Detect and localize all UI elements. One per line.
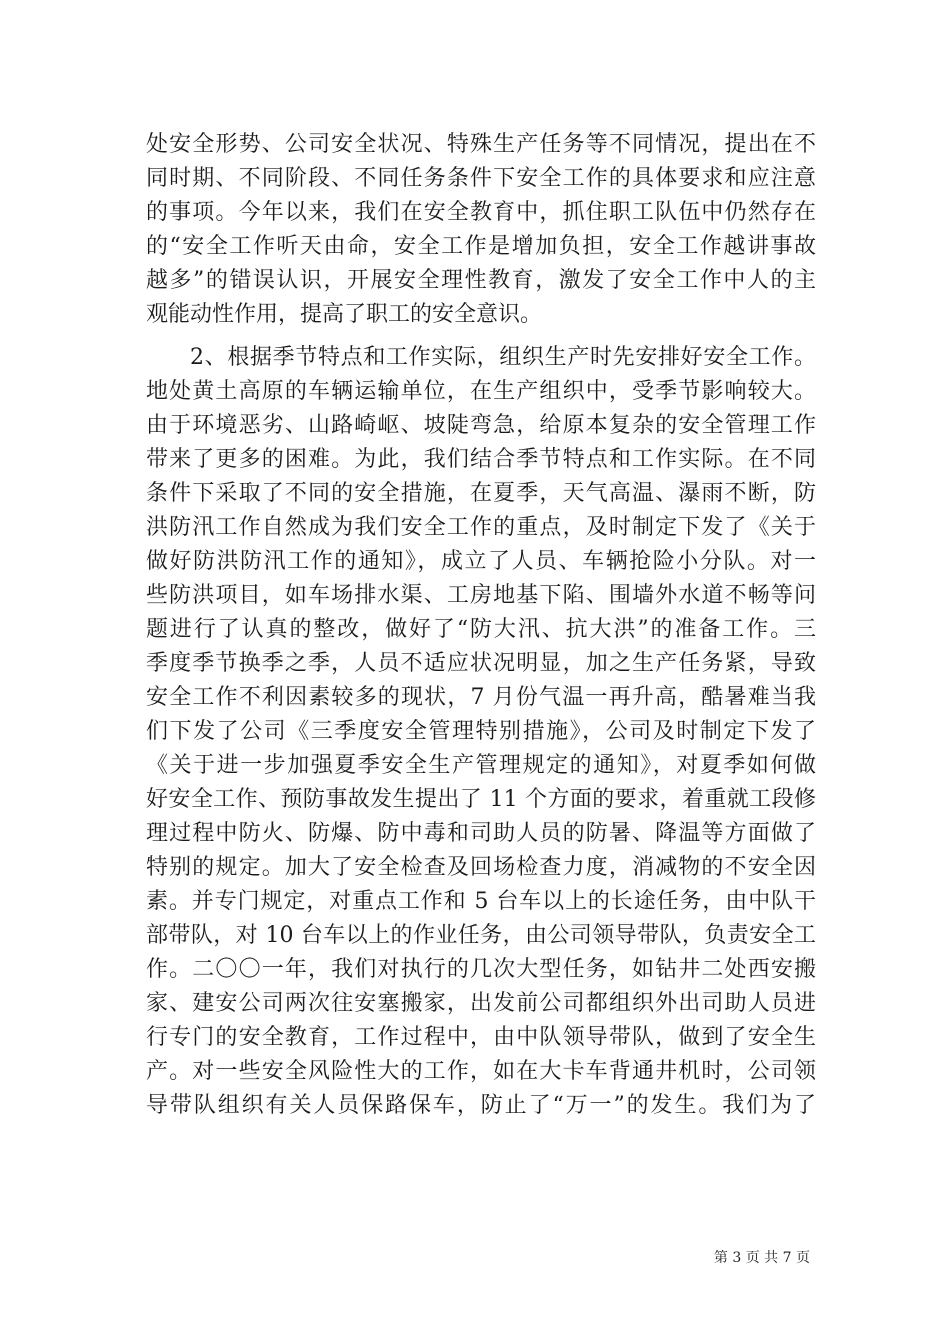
body-line-19: 《关于进一步加强夏季安全生产管理规定的通知》，对夏季如何做 (146, 753, 816, 778)
body-line-25: 作。二〇〇一年，我们对执行的几次大型任务，如钻井二处西安搬 (146, 957, 816, 982)
body-line-5: 越多”的错误认识，开展安全理性教育，激发了安全工作中人的主 (146, 268, 816, 293)
body-line-29: 导带队组织有关人员保路保车，防止了“万一”的发生。我们为了 (146, 1093, 816, 1118)
body-line-16: 季度季节换季之季，人员不适应状况明显，加之生产任务紧，导致 (146, 651, 816, 676)
body-line-27: 行专门的安全教育，工作过程中，由中队领导带队，做到了安全生 (146, 1025, 816, 1050)
body-line-24: 部带队，对 10 台车以上的作业任务，由公司领导带队，负责安全工 (146, 923, 816, 948)
body-line-1: 处安全形势、公司安全状况、特殊生产任务等不同情况，提出在不 (146, 132, 816, 157)
body-line-20: 好安全工作、预防事故发生提出了 11 个方面的要求，着重就工段修 (146, 787, 816, 812)
body-line-17: 安全工作不利因素较多的现状，7 月份气温一再升高，酷暑难当我 (146, 685, 816, 710)
body-line-2: 同时期、不同阶段、不同任务条件下安全工作的具体要求和应注意 (146, 166, 816, 191)
body-line-11: 条件下采取了不同的安全措施，在夏季，天气高温、瀑雨不断，防 (146, 481, 816, 506)
body-line-10: 带来了更多的困难。为此，我们结合季节特点和工作实际。在不同 (146, 447, 816, 472)
body-line-13: 做好防洪防汛工作的通知》，成立了人员、车辆抢险小分队。对一 (146, 549, 816, 574)
body-line-26: 家、建安公司两次往安塞搬家，出发前公司都组织外出司助人员进 (146, 991, 816, 1016)
body-line-9: 由于环境恶劣、山路崎岖、坡陡弯急，给原本复杂的安全管理工作 (146, 413, 816, 438)
body-line-6: 观能动性作用，提高了职工的安全意识。 (146, 302, 543, 327)
page-number: 第 3 页 共 7 页 (713, 1250, 810, 1266)
body-line-15: 题进行了认真的整改，做好了“防大汛、抗大洪”的准备工作。三 (146, 617, 816, 642)
body-line-28: 产。对一些安全风险性大的工作，如在大卡车背通井机时，公司领 (146, 1059, 816, 1084)
body-line-23: 素。并专门规定，对重点工作和 5 台车以上的长途任务，由中队干 (146, 889, 816, 914)
body-line-22: 特别的规定。加大了安全检查及回场检查力度，消减物的不安全因 (146, 855, 816, 880)
body-line-3: 的事项。今年以来，我们在安全教育中，抓住职工队伍中仍然存在 (146, 200, 816, 225)
body-line-7: 2、根据季节特点和工作实际，组织生产时先安排好安全工作。 (190, 345, 816, 370)
body-line-21: 理过程中防火、防爆、防中毒和司助人员的防暑、降温等方面做了 (146, 821, 816, 846)
body-line-4: 的“安全工作听天由命，安全工作是增加负担，安全工作越讲事故 (146, 234, 816, 259)
body-line-12: 洪防汛工作自然成为我们安全工作的重点，及时制定下发了《关于 (146, 515, 816, 540)
body-line-18: 们下发了公司《三季度安全管理特别措施》，公司及时制定下发了 (146, 719, 816, 744)
body-line-8: 地处黄土高原的车辆运输单位，在生产组织中，受季节影响较大。 (146, 379, 816, 404)
body-line-14: 些防洪项目，如车场排水渠、工房地基下陷、围墙外水道不畅等问 (146, 583, 816, 608)
